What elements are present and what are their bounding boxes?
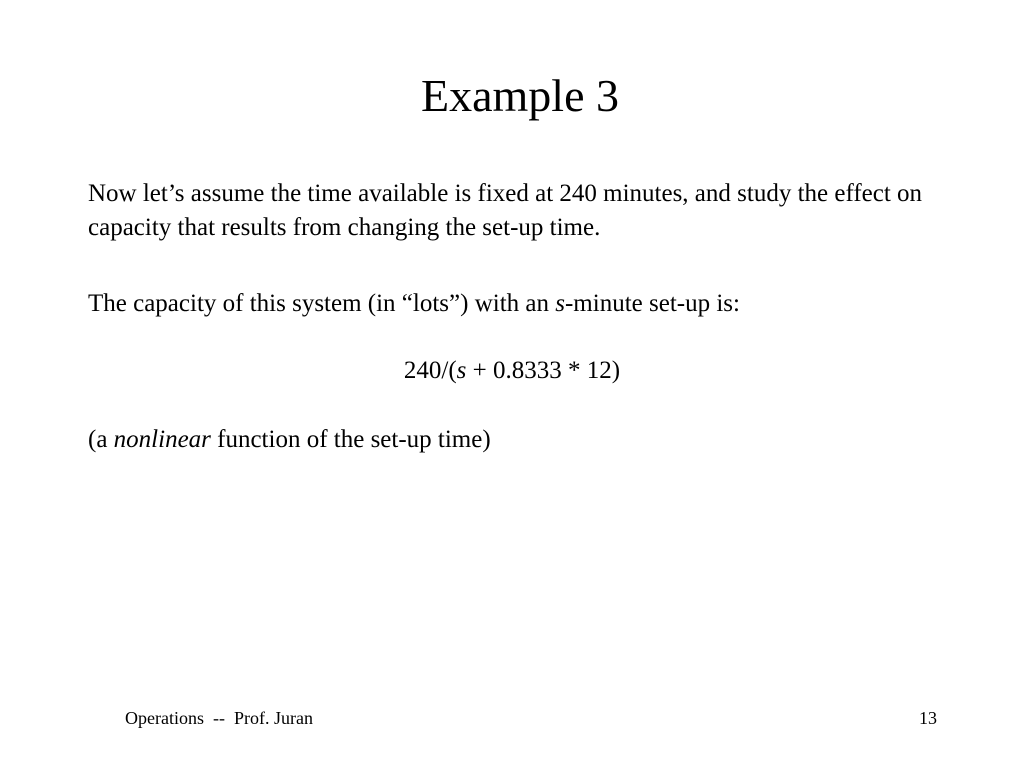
paragraph-2-text-start: The capacity of this system (in “lots”) with an [88, 290, 556, 317]
footer-page-number: 13 [919, 708, 937, 728]
body-paragraph-1: Now let’s assume the time available is fixed at 240 minutes, and study the effect on capacity that results from changing the set-up time. [88, 180, 923, 241]
formula-start: 240/( [403, 357, 457, 384]
slide-title: Example 3 [421, 70, 619, 121]
footer-course-label: Operations -- Prof. Juran [125, 708, 313, 728]
formula-end: + 0.8333 * 12) [466, 357, 621, 384]
nonlinear-emphasis: nonlinear [113, 426, 211, 453]
formula-variable: s [456, 357, 467, 384]
paragraph-2-text-end: -minute set-up is: [564, 290, 740, 317]
paragraph-3-text-end: function of the set-up time) [210, 426, 491, 453]
body-paragraph-2 [88, 287, 948, 321]
capacity-formula [0, 354, 1024, 388]
paragraph-3-text-start: (a [88, 426, 114, 453]
setup-variable: s [555, 290, 565, 317]
body-paragraph-3 [88, 423, 948, 457]
